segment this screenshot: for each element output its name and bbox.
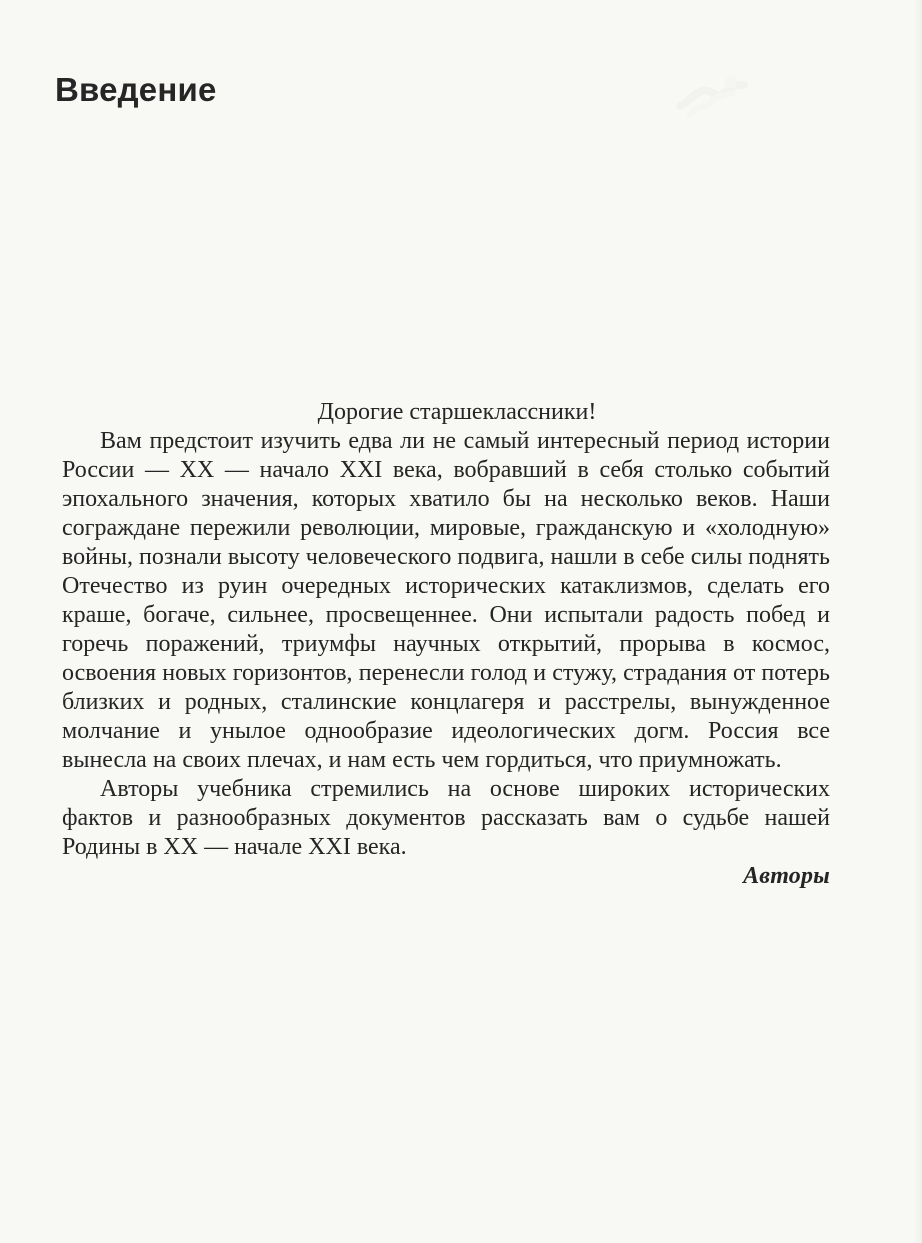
body-paragraph-1: Вам предстоит изучить едва ли не самый интересный период истории России — XX — начало XXI века, вобравший в себя столько событий эпохального значения, которых хватило бы на несколько веков. Наши сограждане пережили революции, мировые, гражданскую и «холодную» войны, познали высоту человеческого подвига, нашли в себе силы поднять Отечество из руин очередных исторических катаклизмов, сделать его краше, богаче, сильнее, просвещеннее. Они испытали радость побед и горечь поражений, триумфы научных открытий, прорыва в космос, освоения новых горизонтов, перенесли голод и стужу, страдания от потерь близких и родных, сталинские концлагеря и расстрелы, вынужденное молчание и унылое однообразие идеологических догм. Россия все вынесла на своих плечах, и нам есть чем гордиться, что приумножать. bbox=[62, 428, 830, 773]
body-paragraph-2: Авторы учебника стремились на основе широких исторических фактов и разнообразных документов рассказать вам о судьбе нашей Родины в XX — начале XXI века. bbox=[62, 776, 830, 860]
introduction-text bbox=[62, 398, 830, 891]
greeting: Дорогие старшеклассники! bbox=[317, 399, 597, 425]
page-title: Введение bbox=[55, 71, 217, 108]
author-signature: Авторы bbox=[743, 863, 830, 889]
page-edge-shadow bbox=[914, 0, 922, 1243]
scan-artifact bbox=[674, 69, 752, 121]
